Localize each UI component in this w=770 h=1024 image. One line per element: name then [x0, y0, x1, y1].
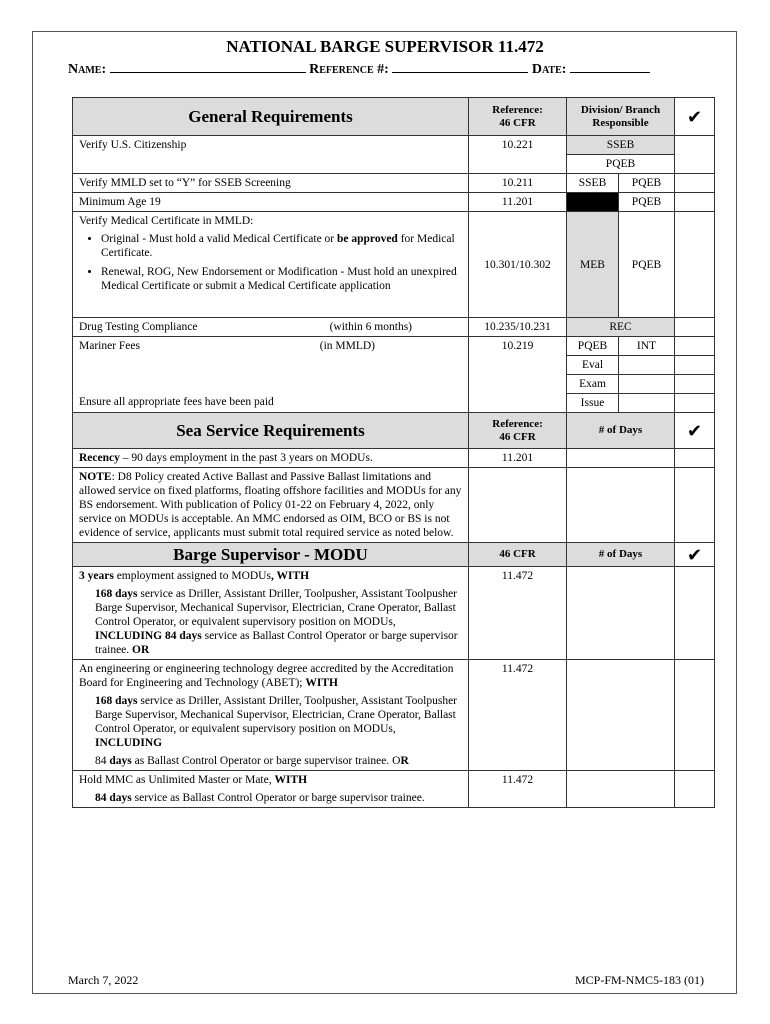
- citizenship-div2: PQEB: [567, 155, 675, 174]
- general-header-row: [73, 98, 715, 136]
- fees-note: (in MMLD): [319, 340, 375, 352]
- modu-option3-text: Hold MMC as Unlimited Master or Mate, WITH 84 days service as Ballast Control Operator or barge supervisor trainee.: [73, 771, 469, 808]
- fees-issue: Issue: [567, 394, 619, 413]
- fees-ref: 10.219: [469, 337, 567, 413]
- footer-form-id: MCP-FM-NMC5-183 (01): [574, 973, 704, 987]
- recency-days-field[interactable]: [567, 449, 675, 468]
- modu-option2-row: [73, 660, 715, 771]
- medical-ref: 10.301/10.302: [469, 212, 567, 318]
- drug-div: REC: [567, 318, 675, 337]
- fees-eval: Eval: [567, 356, 619, 375]
- fees-div-b: INT: [619, 337, 675, 356]
- division-head: Division/ Branch Responsible: [567, 98, 675, 136]
- fees-ensure: Ensure all appropriate fees have been paid: [79, 396, 274, 408]
- modu-option2-ref: 11.472: [469, 660, 567, 771]
- medical-item-original: • Original - Must hold a valid Medical Certificate or be approved for Medical Certificate.: [101, 232, 462, 260]
- header-fields: [68, 60, 650, 78]
- reference-label: Reference #:: [309, 62, 389, 77]
- modu-option1-row: [73, 567, 715, 660]
- medical-check-box[interactable]: [675, 212, 715, 318]
- modu-option2-text: An engineering or engineering technology degree accredited by the Accreditation Board for Engineering and Technology (ABET); WITH 168 days service as Driller, Assistant Driller, Toolpusher, Assistant Toolpusher Barge Supervisor, Mechanical Supervisor, Electrician, Crane Operator, Ballast Control Operator, or equivalent supervisory position on MODUs, INCLUDING 84 days as Ballast Control Operator or barge supervisor trainee. OR: [73, 660, 469, 771]
- modu-option1-text: 3 years employment assigned to MODUs, WITH 168 days service as Driller, Assistant Driller, Toolpusher, Assistant Toolpusher Barge Supervisor, Mechanical Supervisor, Electrician, Crane Operator, Ballast Control Operator, or equivalent supervisory position on MODUs, INCLUDING 84 days service as Ballast Control Operator or barge supervisor trainee. OR: [73, 567, 469, 660]
- note-row: [73, 468, 715, 543]
- age-check-box[interactable]: [675, 193, 715, 212]
- modu-title: Barge Supervisor - MODU: [73, 543, 469, 567]
- drug-cell: [73, 318, 469, 337]
- note-ref-empty: [469, 468, 567, 543]
- sea-ref-head: Reference: 46 CFR: [469, 413, 567, 449]
- modu-check-icon: ✔: [675, 543, 715, 567]
- modu-option3-row: [73, 771, 715, 808]
- citizenship-row: [73, 136, 715, 155]
- modu-option3-check-box[interactable]: [675, 771, 715, 808]
- recency-ref: 11.201: [469, 449, 567, 468]
- general-check-icon: ✔: [675, 98, 715, 136]
- note-check-box[interactable]: [675, 468, 715, 543]
- requirements-table: [72, 97, 715, 808]
- fees-div-a: PQEB: [567, 337, 619, 356]
- mmld-div-b: PQEB: [619, 174, 675, 193]
- fees-cell: [73, 337, 469, 413]
- mmld-div-a: SSEB: [567, 174, 619, 193]
- fees-eval-check-box[interactable]: [675, 356, 715, 375]
- mmld-text: Verify MMLD set to “Y” for SSEB Screening: [73, 174, 469, 193]
- sea-title: Sea Service Requirements: [73, 413, 469, 449]
- name-label: Name:: [68, 62, 107, 77]
- drug-row: [73, 318, 715, 337]
- medical-row: [73, 212, 715, 318]
- sea-check-icon: ✔: [675, 413, 715, 449]
- note-text: NOTE: D8 Policy created Active Ballast and Passive Ballast limitations and allowed service on fixed platforms, floating offshore facilities and MODUs for any BS endorsement. With publication of Policy 01-22 on February 4, 2022, only service on MODUs is acceptable. An MMC endorsed as OIM, BCO or BS is not evidence of service, applicants must submit total required service as noted below.: [73, 468, 469, 543]
- date-label: Date:: [531, 62, 567, 77]
- reference-field[interactable]: [392, 60, 528, 73]
- date-field[interactable]: [570, 60, 650, 73]
- recency-check-box[interactable]: [675, 449, 715, 468]
- note-days-field[interactable]: [567, 468, 675, 543]
- citizenship-check-box[interactable]: [675, 136, 715, 174]
- modu-option3-ref: 11.472: [469, 771, 567, 808]
- fees-check-box[interactable]: [675, 337, 715, 356]
- fees-eval-field[interactable]: [619, 356, 675, 375]
- mmld-check-box[interactable]: [675, 174, 715, 193]
- modu-option2-check-box[interactable]: [675, 660, 715, 771]
- fees-issue-field[interactable]: [619, 394, 675, 413]
- modu-option1-days-field[interactable]: [567, 567, 675, 660]
- footer-date: March 7, 2022: [68, 973, 139, 987]
- age-div-blackout: [567, 193, 619, 212]
- name-field[interactable]: [110, 60, 306, 73]
- age-text: Minimum Age 19: [73, 193, 469, 212]
- fees-row: [73, 337, 715, 356]
- medical-item-renewal: • Renewal, ROG, New Endorsement or Modification - Must hold an unexpired Medical Certificate or submit a Medical Certificate application: [101, 265, 462, 293]
- medical-div-b: PQEB: [619, 212, 675, 318]
- recency-row: [73, 449, 715, 468]
- sea-days-head: # of Days: [567, 413, 675, 449]
- age-ref: 11.201: [469, 193, 567, 212]
- modu-days-head: # of Days: [567, 543, 675, 567]
- age-div-b: PQEB: [619, 193, 675, 212]
- fees-exam: Exam: [567, 375, 619, 394]
- modu-option2-days-field[interactable]: [567, 660, 675, 771]
- medical-div-a: MEB: [567, 212, 619, 318]
- modu-header-row: [73, 543, 715, 567]
- medical-text: Verify Medical Certificate in MMLD:: [79, 215, 254, 227]
- sea-header-row: [73, 413, 715, 449]
- modu-ref-head: 46 CFR: [469, 543, 567, 567]
- drug-ref: 10.235/10.231: [469, 318, 567, 337]
- citizenship-text: Verify U.S. Citizenship: [73, 136, 469, 174]
- age-row: [73, 193, 715, 212]
- general-ref-head: Reference: 46 CFR: [469, 98, 567, 136]
- drug-text: Drug Testing Compliance: [79, 321, 198, 333]
- mmld-ref: 10.211: [469, 174, 567, 193]
- general-title: General Requirements: [73, 98, 469, 136]
- citizenship-ref: 10.221: [469, 136, 567, 174]
- fees-exam-field[interactable]: [619, 375, 675, 394]
- medical-list: [79, 232, 462, 293]
- modu-option1-check-box[interactable]: [675, 567, 715, 660]
- fees-exam-check-box[interactable]: [675, 375, 715, 394]
- drug-check-box[interactable]: [675, 318, 715, 337]
- recency-text: Recency – 90 days employment in the past 3 years on MODUs.: [73, 449, 469, 468]
- fees-issue-check-box[interactable]: [675, 394, 715, 413]
- mmld-row: [73, 174, 715, 193]
- fees-text: Mariner Fees: [79, 340, 140, 352]
- modu-option3-days-field[interactable]: [567, 771, 675, 808]
- drug-note: (within 6 months): [329, 321, 412, 333]
- citizenship-div1: SSEB: [567, 136, 675, 155]
- modu-option1-ref: 11.472: [469, 567, 567, 660]
- form-title: NATIONAL BARGE SUPERVISOR 11.472: [226, 37, 544, 56]
- medical-cell: [73, 212, 469, 318]
